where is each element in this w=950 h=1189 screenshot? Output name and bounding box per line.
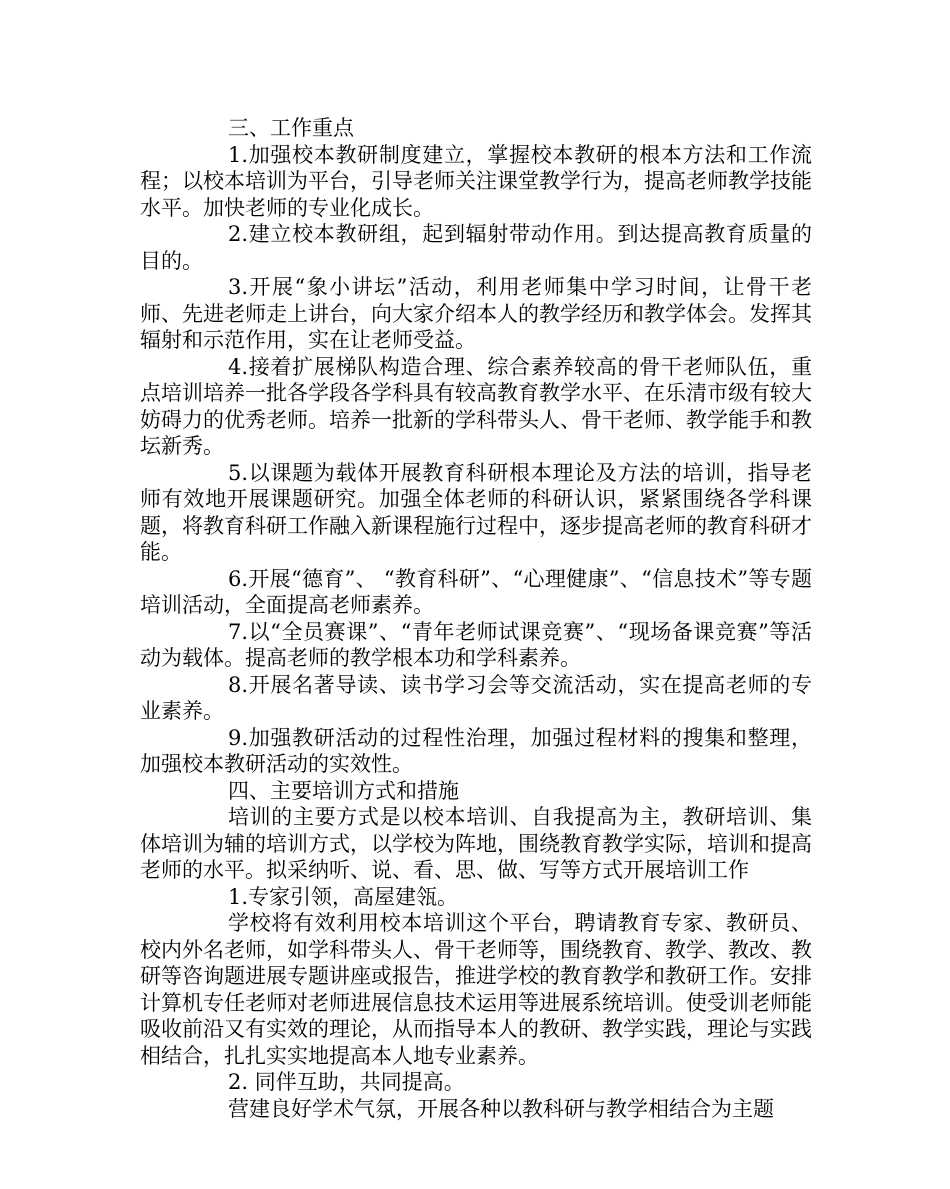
body-paragraph-training-overview: 培训的主要方式是以校本培训、自我提高为主，教研培训、集体培训为辅的培训方式，以学校为阵地，围绕教育教学实际，培训和提高老师的水平。拟采纳听、说、看、思、做、写等方式开展培训工作 [140,805,812,882]
subheading-peer-support: 2. 同伴互助，共同提高。 [228,1070,465,1094]
body-paragraph-peer-support: 营建良好学术气氛，开展各种以教科研与教学相结合为主题 [228,1096,774,1121]
list-item-3: 3.开展“象小讲坛”活动，利用老师集中学习时间，让骨干老师、先进老师走上讲台，向大家介绍本人的教学经历和教学体会。发挥其辐射和示范作用，实在让老师受益。 [140,275,812,352]
list-item-9: 9.加强教研活动的过程性治理，加强过程材料的搜集和整理，加强校本教研活动的实效性。 [140,725,812,776]
document-page [140,115,812,1122]
list-item-1: 1.加强校本教研制度建立，掌握校本教研的根本方法和工作流程；以校本培训为平台，引导老师关注课堂教学行为，提高老师教学技能水平。加快老师的专业化成长。 [140,142,812,220]
body-paragraph-expert-guidance: 学校将有效利用校本培训这个平台，聘请教育专家、教研员、校内外名老师，如学科带头人、骨干老师等，围绕教育、教学、教改、教研等咨询题进展专题讲座或报告，推进学校的教育教学和教研工作。安排计算机专任老师对老师进展信息技术运用等进展系统培训。使受训老师能吸收前沿又有实效的理论，从而指导本人的教研、教学实践，理论与实践相结合，扎扎实实地提高本人地专业素养。 [140,911,812,1068]
list-item-4: 4.接着扩展梯队构造合理、综合素养较高的骨干老师队伍，重点培训培养一批各学段各学科具有较高教育教学水平、在乐清市级有较大妨碍力的优秀老师。培养一批新的学科带头人、骨干老师、教学能手和教坛新秀。 [140,354,812,458]
list-item-6: 6.开展“德育”、 “教育科研”、“心理健康”、“信息技术”等专题培训活动，全面提高老师素养。 [140,566,812,617]
section-heading-work-focus: 三、工作重点 [228,116,354,140]
list-item-2: 2.建立校本教研组，起到辐射带动作用。到达提高教育质量的目的。 [140,222,812,273]
list-item-8: 8.开展名著导读、读书学习会等交流活动，实在提高老师的专业素养。 [140,672,812,723]
list-item-5: 5.以课题为载体开展教育科研根本理论及方法的培训，指导老师有效地开展课题研究。加强全体老师的科研认识，紧紧围绕各学科课题，将教育科研工作融入新课程施行过程中，逐步提高老师的教育科研才能。 [140,460,812,564]
list-item-7: 7.以“全员赛课”、“青年老师试课竞赛”、“现场备课竞赛”等活动为载体。提高老师的教学根本功和学科素养。 [140,619,812,670]
section-heading-training-methods: 四、主要培训方式和措施 [228,778,459,803]
subheading-expert-guidance: 1.专家引领，高屋建瓴。 [228,884,459,909]
